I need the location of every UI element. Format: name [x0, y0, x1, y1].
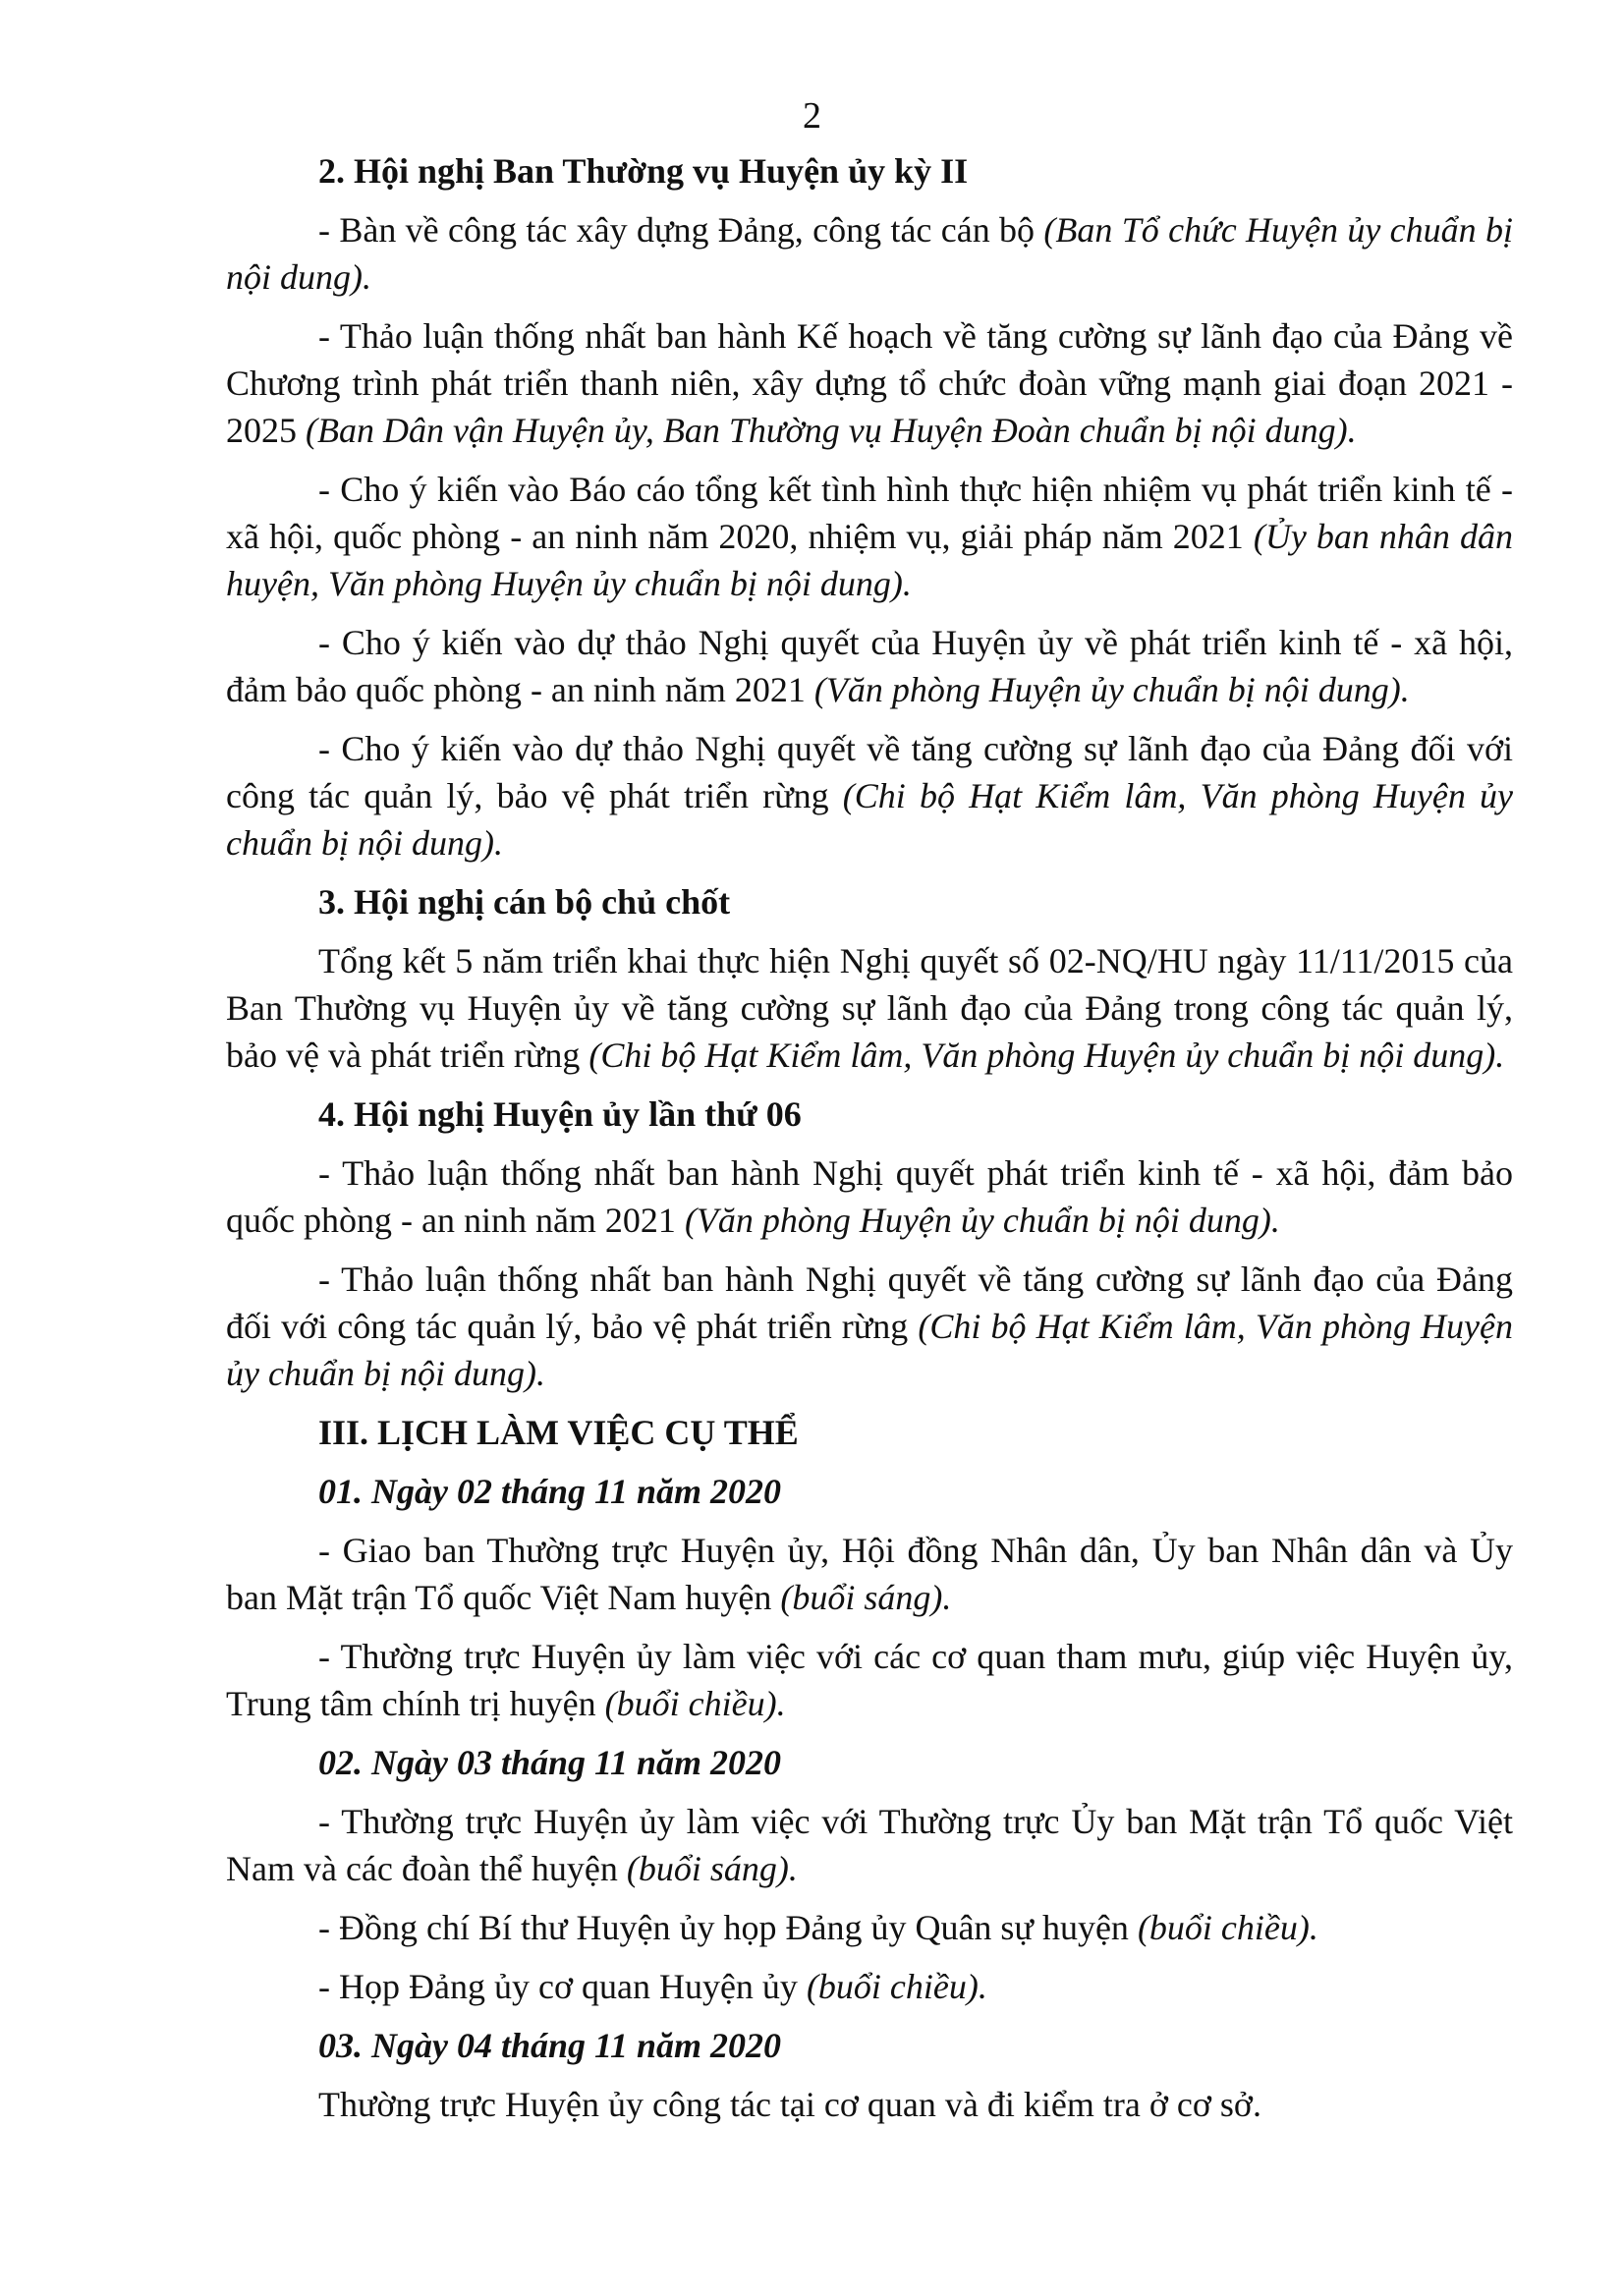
paragraph-note: (Văn phòng Huyện ủy chuẩn bị nội dung).	[684, 1201, 1280, 1240]
paragraph	[226, 1963, 1513, 2010]
document-body	[226, 147, 1513, 2140]
paragraph-text: - Thảo luận thống nhất ban hành Nghị quyết phát triển kinh tế - xã hội, đảm bảo quốc phòng - an ninh năm 2021	[226, 1153, 1513, 1240]
paragraph-note: (buổi sáng).	[780, 1578, 952, 1617]
paragraph-note: (Chi bộ Hạt Kiểm lâm, Văn phòng Huyện ủy chuẩn bị nội dung).	[588, 1036, 1505, 1075]
paragraph-note: (Ban Dân vận Huyện ủy, Ban Thường vụ Huyện Đoàn chuẩn bị nội dung).	[306, 411, 1357, 450]
paragraph-note: (Ủy ban nhân dân huyện, Văn phòng Huyện ủy chuẩn bị nội dung).	[226, 517, 1513, 603]
paragraph	[226, 725, 1513, 867]
paragraph-text: - Họp Đảng ủy cơ quan Huyện ủy	[318, 1967, 807, 2006]
paragraph-text: - Cho ý kiến vào Báo cáo tổng kết tình hình thực hiện nhiệm vụ phát triển kinh tế - xã hội, quốc phòng - an ninh năm 2020, nhiệm vụ, giải pháp năm 2021	[226, 470, 1513, 556]
paragraph-text: - Thảo luận thống nhất ban hành Kế hoạch về tăng cường sự lãnh đạo của Đảng về Chương trình phát triển thanh niên, xây dựng tổ chức đoàn vững mạnh giai đoạn 2021 - 2025	[226, 316, 1513, 450]
paragraph	[226, 619, 1513, 713]
paragraph-note: (buổi chiều).	[806, 1967, 987, 2006]
paragraph-text: - Đồng chí Bí thư Huyện ủy họp Đảng ủy Quân sự huyện	[318, 1908, 1138, 1947]
paragraph-text: Tổng kết 5 năm triển khai thực hiện Nghị quyết số 02-NQ/HU ngày 11/11/2015 của Ban Thường vụ Huyện ủy về tăng cường sự lãnh đạo của Đảng trong công tác quản lý, bảo vệ và phát triển rừng	[226, 941, 1513, 1075]
paragraph	[226, 1527, 1513, 1621]
paragraph	[226, 1633, 1513, 1727]
section-heading: 4. Hội nghị Huyện ủy lần thứ 06	[318, 1094, 802, 1134]
paragraph-note: (Chi bộ Hạt Kiểm lâm, Văn phòng Huyện ủy chuẩn bị nội dung).	[226, 776, 1514, 863]
paragraph-text: Thường trực Huyện ủy công tác tại cơ quan và đi kiểm tra ở cơ sở.	[318, 2085, 1261, 2124]
paragraph	[226, 1798, 1513, 1892]
paragraph	[226, 1904, 1513, 1951]
paragraph	[226, 312, 1513, 454]
paragraph-note: (buổi chiều).	[1137, 1908, 1318, 1947]
paragraph	[226, 2081, 1513, 2128]
paragraph-note: (buổi sáng).	[626, 1849, 798, 1888]
paragraph-text: - Thảo luận thống nhất ban hành Nghị quyết về tăng cường sự lãnh đạo của Đảng đối với công tác quản lý, bảo vệ phát triển rừng	[226, 1260, 1513, 1346]
schedule-date-heading: 01. Ngày 02 tháng 11 năm 2020	[318, 1472, 782, 1511]
paragraph	[226, 1149, 1513, 1244]
paragraph-text: - Thường trực Huyện ủy làm việc với Thường trực Ủy ban Mặt trận Tổ quốc Việt Nam và các đoàn thể huyện	[226, 1802, 1513, 1888]
paragraph-text: - Bàn về công tác xây dựng Đảng, công tác cán bộ	[318, 210, 1044, 250]
paragraph	[226, 206, 1513, 301]
paragraph-note: (buổi chiều).	[604, 1684, 786, 1723]
section-heading: 2. Hội nghị Ban Thường vụ Huyện ủy kỳ II	[318, 151, 969, 191]
paragraph	[226, 466, 1513, 607]
paragraph-text: - Thường trực Huyện ủy làm việc với các cơ quan tham mưu, giúp việc Huyện ủy, Trung tâm chính trị huyện	[226, 1637, 1513, 1723]
paragraph-text: - Cho ý kiến vào dự thảo Nghị quyết của Huyện ủy về phát triển kinh tế - xã hội, đảm bảo quốc phòng - an ninh năm 2021	[226, 623, 1513, 709]
section-heading: III. LỊCH LÀM VIỆC CỤ THỂ	[318, 1413, 799, 1452]
schedule-date-heading: 03. Ngày 04 tháng 11 năm 2020	[318, 2026, 782, 2065]
page-number: 2	[803, 95, 821, 137]
schedule-date-heading: 02. Ngày 03 tháng 11 năm 2020	[318, 1743, 782, 1782]
paragraph	[226, 1256, 1513, 1397]
paragraph-text: - Cho ý kiến vào dự thảo Nghị quyết về tăng cường sự lãnh đạo của Đảng đối với công tác quản lý, bảo vệ phát triển rừng	[226, 729, 1513, 815]
paragraph-note: (Văn phòng Huyện ủy chuẩn bị nội dung).	[813, 670, 1410, 709]
section-heading: 3. Hội nghị cán bộ chủ chốt	[318, 882, 731, 922]
paragraph	[226, 937, 1513, 1079]
paragraph-note: (Ban Tổ chức Huyện ủy chuẩn bị nội dung).	[226, 210, 1513, 297]
paragraph-text: - Giao ban Thường trực Huyện ủy, Hội đồng Nhân dân, Ủy ban Nhân dân và Ủy ban Mặt trận Tổ quốc Việt Nam huyện	[226, 1531, 1513, 1617]
paragraph-note: (Chi bộ Hạt Kiểm lâm, Văn phòng Huyện ủy chuẩn bị nội dung).	[226, 1307, 1513, 1393]
